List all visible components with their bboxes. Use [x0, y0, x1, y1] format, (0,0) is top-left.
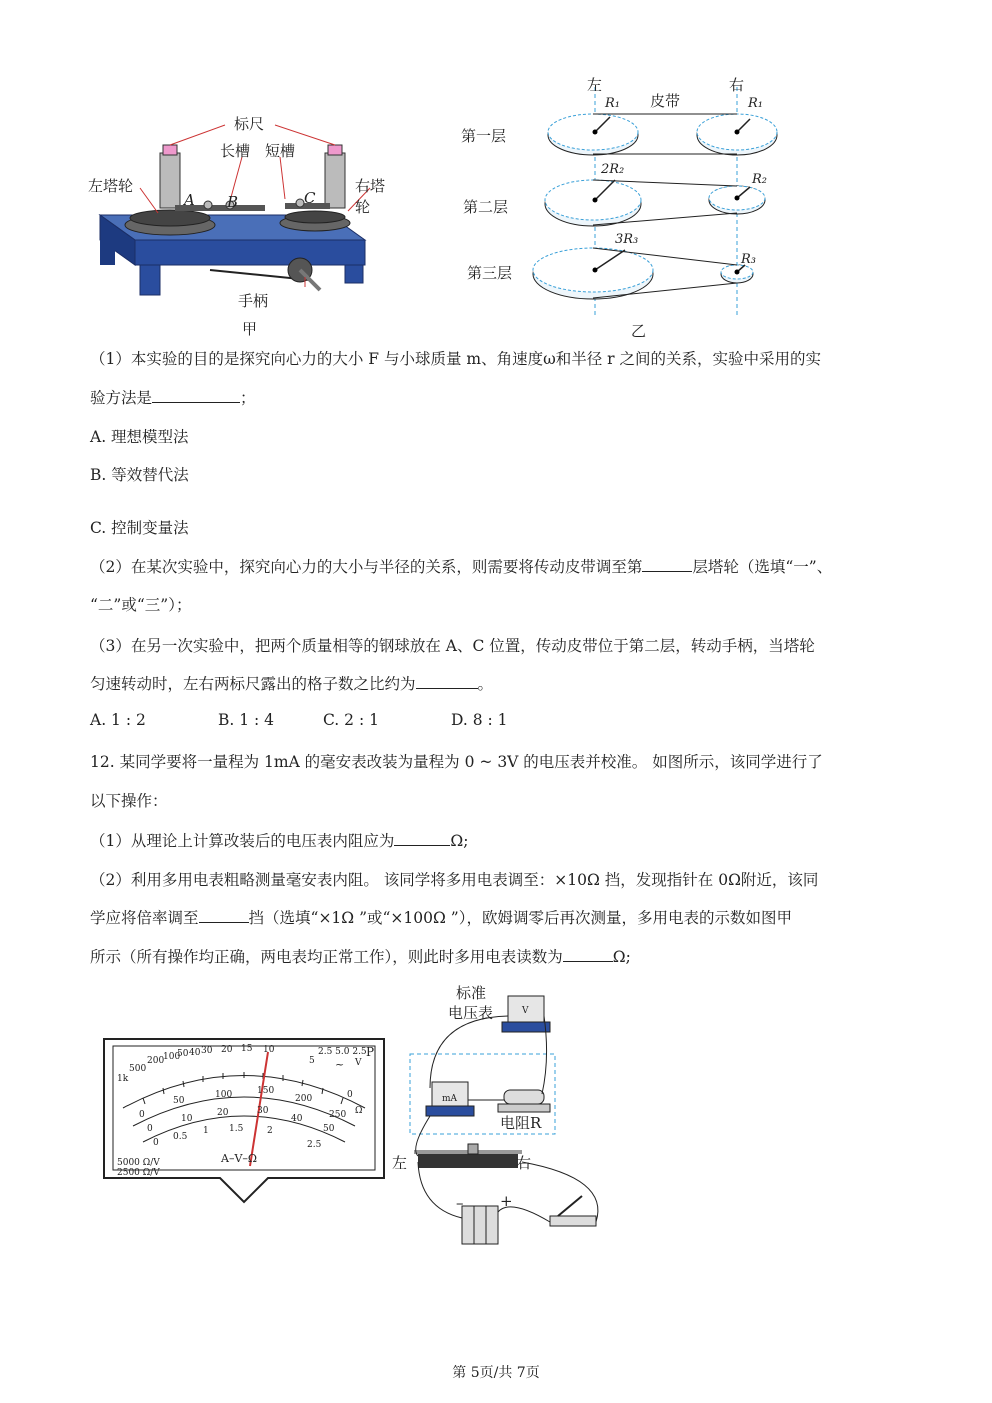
ohm-scale-label-50: 50	[177, 1049, 189, 1059]
ohm-scale-label-5: 5	[309, 1056, 315, 1066]
v-scale-label-1-5: 1.5	[229, 1124, 244, 1134]
label-rheostat-right: 右	[516, 1154, 532, 1172]
q12-p2-line2-suffix: 挡（选填“×1Ω ”或“×100Ω ”），欧姆调零后再次测量，多用电表的示数如图甲	[248, 909, 792, 927]
answer-blank-method[interactable]	[152, 388, 240, 403]
q11-p2-line1-prefix: （2）在某次实验中，探究向心力的大小与半径的关系，则需要将传动皮带调至第	[90, 558, 643, 576]
label-r1-right: R₁	[748, 96, 763, 111]
q11-p3-line2	[90, 672, 493, 694]
caption-jia: 甲	[242, 320, 258, 338]
label-belt: 皮带	[650, 92, 681, 110]
q12-p2-line2-prefix: 学应将倍率调至	[90, 909, 199, 927]
q11-choice-a: A. 1 : 2	[90, 711, 146, 729]
label-long-slot: 长槽	[220, 142, 251, 160]
q11-p2-line2: “二”或“三”）；	[90, 596, 192, 614]
q11-p3-line2-prefix: 匀速转动时，左右两标尺露出的格子数之比约为	[90, 675, 416, 693]
option-b: B. 等效替代法	[90, 466, 189, 484]
q11-p3-line1: （3）在另一次实验中，把两个质量相等的钢球放在 A、C 位置，传动皮带位于第二层，转动手柄，当塔轮	[90, 637, 815, 655]
caption-yi: 乙	[631, 322, 647, 340]
label-std-voltmeter: 标准	[456, 984, 487, 1002]
ohm-scale-label-500: 500	[129, 1064, 147, 1074]
label-short-slot: 短槽	[265, 142, 296, 160]
v-scale-label-1: 1	[203, 1126, 209, 1136]
v-scale-label-0-5: 0.5	[173, 1132, 188, 1142]
ohm-scale-label-30: 30	[201, 1046, 213, 1056]
q12-p1	[90, 829, 468, 851]
label-layer1: 第一层	[461, 127, 507, 145]
q11-p1-line2-suffix: ；	[240, 389, 256, 407]
label-r3-left: 3R₃	[615, 232, 639, 247]
answer-blank-multiplier[interactable]	[199, 908, 249, 923]
label-ma: mA	[442, 1094, 458, 1104]
q11-p3-line2-suffix: 。	[477, 675, 494, 693]
ohm-scale-label-100: 100	[163, 1052, 181, 1062]
q11-choice-c: C. 2 : 1	[323, 711, 379, 729]
label-ruler: 标尺	[234, 115, 265, 133]
dc-scale-label-250: 250	[329, 1110, 347, 1120]
q12-p2-line3	[90, 945, 631, 967]
label-tilde: ~	[335, 1058, 345, 1071]
q12-p2-line3-prefix: 所示（所有操作均正确，两电表均正常工作），则此时多用电表读数为	[90, 948, 563, 966]
q12-p2-line3-suffix: Ω;	[612, 948, 631, 966]
ac-scale-label-0: 0	[147, 1124, 153, 1134]
q12-p1-suffix: Ω;	[450, 832, 469, 850]
label-resistor: 电阻R	[500, 1114, 542, 1132]
label-left: 左	[587, 76, 603, 94]
q11-choice-d: D. 8 : 1	[451, 711, 508, 729]
label-r1-left: R₁	[605, 96, 620, 111]
label-r2-left: 2R₂	[601, 162, 625, 177]
label-rheostat-left: 左	[392, 1154, 408, 1172]
q11-choice-b: B. 1 : 4	[218, 711, 275, 729]
v-scale-label-2-5: 2.5	[307, 1140, 322, 1150]
q12-p1-prefix: （1）从理论上计算改装后的电压表内阻应为	[90, 832, 395, 850]
ac-scale-label-30: 30	[257, 1106, 269, 1116]
v-scale-label-2: 2	[267, 1126, 273, 1136]
ohm-scale-label-200: 200	[147, 1056, 165, 1066]
ohm-scale-label-15: 15	[241, 1044, 253, 1054]
q11-p1-line1: （1）本实验的目的是探究向心力的大小 F 与小球质量 m、角速度ω和半径 r 之间的关系，实验中采用的实	[90, 350, 822, 368]
q12-p2-line1: （2）利用多用电表粗略测量毫安表内阻。 该同学将多用电表调至：×10Ω 挡，发现指针在 0Ω附近，该同	[90, 871, 819, 889]
ac-scale-label-50: 50	[323, 1124, 335, 1134]
ohm-unit-label: Ω	[355, 1106, 363, 1116]
label-v-meter: V	[522, 1006, 529, 1016]
label-pos-a: A	[184, 191, 195, 209]
answer-blank-ratio[interactable]	[416, 674, 478, 689]
dc-scale-label-150: 150	[257, 1086, 275, 1096]
circuit-diagram	[390, 978, 620, 1250]
label-p: P	[366, 1045, 375, 1059]
ac-scale-label-10: 10	[181, 1114, 193, 1124]
label-right: 右	[729, 76, 745, 94]
label-2500: 2500 Ω/V	[117, 1168, 160, 1178]
dc-scale-label-0: 0	[139, 1110, 145, 1120]
label-pos-c: C	[304, 189, 316, 207]
ohm-scale-label-10: 10	[263, 1045, 275, 1055]
dc-scale-label-100: 100	[215, 1090, 233, 1100]
label-layer2: 第二层	[463, 198, 509, 216]
label-right-wheel: 右塔轮	[355, 177, 386, 216]
q12-p2-line2	[90, 906, 792, 928]
ac-scale-label-20: 20	[217, 1108, 229, 1118]
label-std-voltmeter-2: 电压表	[448, 1004, 494, 1022]
label-r2-right: R₂	[752, 172, 767, 187]
page-footer: 第 5页/共 7页	[452, 1365, 540, 1381]
label-handle: 手柄	[238, 292, 269, 310]
figure-yi	[455, 72, 795, 342]
q12-line2: 以下操作：	[90, 792, 168, 810]
ohm-scale-label-0: 0	[347, 1090, 353, 1100]
label-r3-right: R₃	[741, 252, 756, 267]
figure-jia	[80, 105, 390, 340]
q11-p2-line1	[90, 555, 832, 577]
answer-blank-reading[interactable]	[563, 947, 613, 962]
v-scale-label-0: 0	[153, 1138, 159, 1148]
label-pos-b: B	[227, 193, 239, 211]
q12-line1: 12. 某同学要将一量程为 1mA 的毫安表改装为量程为 0 ~ 3V 的电压表并校准。 如图所示，该同学进行了	[90, 753, 823, 771]
label-battery-minus: –	[456, 1194, 464, 1212]
option-c: C. 控制变量法	[90, 519, 189, 537]
answer-blank-resistance[interactable]	[394, 831, 450, 846]
label-center: A–V–Ω	[221, 1152, 258, 1165]
ohm-scale-label-20: 20	[221, 1045, 233, 1055]
label-v: V	[355, 1058, 362, 1068]
dc-scale-label-50: 50	[173, 1096, 185, 1106]
ohm-scale-label-1k: 1k	[117, 1074, 129, 1084]
q11-p1-line2	[90, 386, 256, 408]
label-top-right: 2.5 5.0 2.5	[318, 1047, 367, 1057]
ac-scale-label-40: 40	[291, 1114, 303, 1124]
dc-scale-label-200: 200	[295, 1094, 313, 1104]
option-a: A. 理想模型法	[90, 428, 189, 446]
label-left-wheel: 左塔轮	[88, 177, 134, 195]
q11-p2-line1-suffix: 层塔轮（选填“一”、	[692, 558, 833, 576]
ohm-scale-label-40: 40	[189, 1048, 201, 1058]
label-layer3: 第三层	[467, 264, 513, 282]
multimeter-dial	[103, 1038, 385, 1204]
label-battery-plus: +	[500, 1192, 513, 1210]
answer-blank-layer[interactable]	[642, 557, 692, 572]
q11-p1-line2-prefix: 验方法是	[90, 389, 153, 407]
label-5000: 5000 Ω/V	[117, 1158, 160, 1168]
